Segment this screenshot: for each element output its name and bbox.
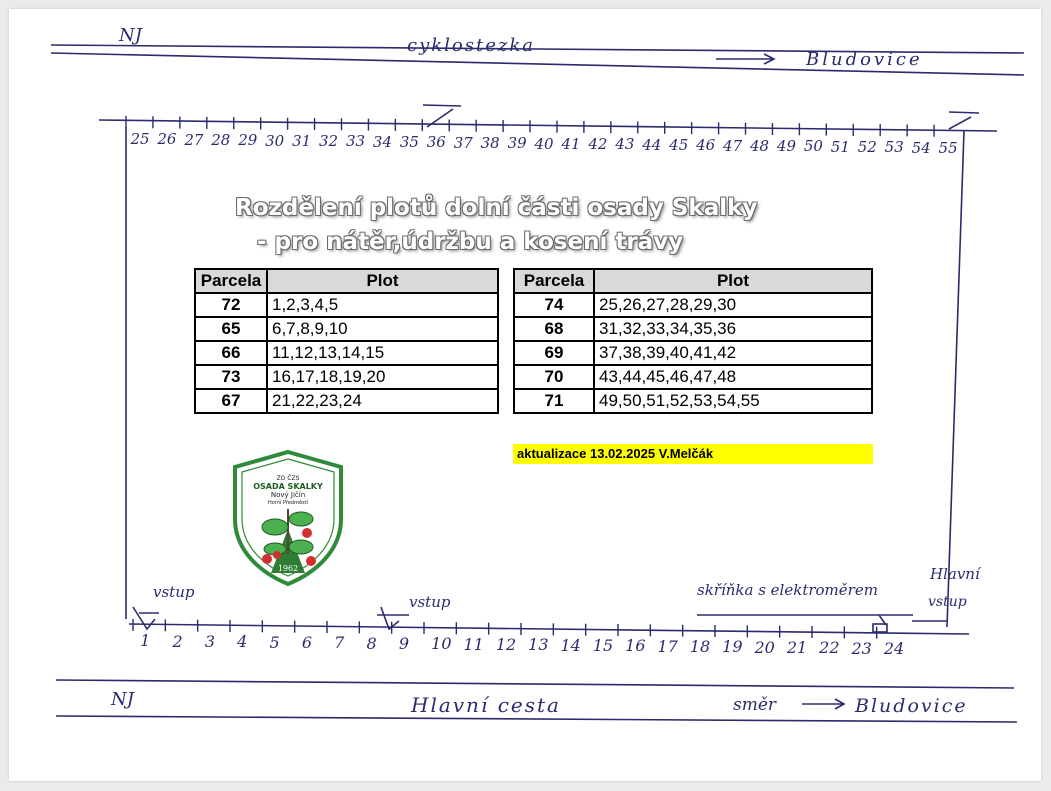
parcela-cell: 66 (195, 341, 267, 365)
fence-number: 29 (238, 131, 258, 150)
document-page (9, 9, 1041, 781)
table-row (195, 365, 498, 389)
header-plot: Plot (594, 269, 872, 293)
plot-cell: 11,12,13,14,15 (267, 341, 498, 365)
fence-number: 6 (301, 632, 313, 652)
fence-number: 3 (204, 631, 216, 651)
fence-number: 39 (507, 134, 527, 153)
plot-cell: 49,50,51,52,53,54,55 (594, 389, 872, 413)
fence-number: 18 (689, 636, 711, 656)
fence-number: 43 (615, 135, 635, 154)
fence-number: 32 (319, 132, 339, 151)
header-parcela: Parcela (195, 269, 267, 293)
logo-leaf (289, 512, 313, 526)
fence-number: 28 (211, 131, 231, 150)
fence-number: 27 (184, 130, 204, 149)
fence-number: 47 (723, 136, 743, 155)
parcel-table-left (194, 268, 499, 414)
gate-diagonal-top-right (949, 117, 971, 129)
vstup-left-label: vstup (153, 583, 195, 601)
parcela-cell: 73 (195, 365, 267, 389)
table-row (195, 293, 498, 317)
logo-berry (262, 554, 272, 564)
top-nj-label: NJ (119, 25, 142, 46)
header-parcela: Parcela (514, 269, 594, 293)
fence-number: 52 (857, 137, 877, 156)
fence-number: 37 (453, 133, 473, 152)
fence-number: 53 (884, 138, 904, 157)
table-row (195, 317, 498, 341)
fence-number: 21 (786, 637, 808, 657)
parcel-table-right (513, 268, 873, 414)
fence-number: 55 (938, 138, 958, 157)
fence-number: 14 (560, 635, 581, 655)
top-street-label: cyklostezka (407, 35, 535, 56)
right-boundary (947, 131, 964, 627)
bottom-street-label: Hlavní cesta (411, 693, 561, 717)
fence-number: 19 (722, 637, 743, 657)
fence-number: 11 (463, 634, 484, 654)
vstup-middle-label: vstup (409, 593, 451, 611)
bottom-direction-word: směr (733, 695, 777, 715)
fence-number: 12 (495, 634, 517, 654)
fence-number: 13 (528, 635, 549, 655)
fence-number: 36 (426, 133, 446, 152)
fence-number: 22 (819, 638, 840, 658)
logo-berry (302, 528, 312, 538)
fence-number: 25 (130, 130, 150, 149)
logo-leaf (262, 519, 288, 535)
top-direction-label: Bludovice (806, 49, 923, 70)
fence-number: 34 (372, 132, 392, 151)
parcela-cell: 68 (514, 317, 594, 341)
fence-number: 31 (292, 131, 312, 150)
plot-cell: 6,7,8,9,10 (267, 317, 498, 341)
fence-number: 51 (830, 137, 850, 156)
bottom-fence-line (129, 624, 969, 634)
table-header-row (195, 269, 498, 293)
parcela-cell: 70 (514, 365, 594, 389)
page-title: Rozdělení plotů dolní části osady Skalky (235, 195, 758, 221)
fence-number: 20 (754, 637, 775, 657)
parcela-cell: 65 (195, 317, 267, 341)
parcela-cell: 74 (514, 293, 594, 317)
logo-berry (306, 556, 316, 566)
fence-number: 49 (776, 137, 796, 156)
gate-mark-top (423, 105, 461, 106)
table-row (514, 293, 872, 317)
parcela-cell: 72 (195, 293, 267, 317)
bottom-direction-label: Bludovice (855, 695, 968, 717)
fence-number: 33 (345, 132, 366, 151)
parcela-cell: 67 (195, 389, 267, 413)
bottom-nj-label: NJ (111, 689, 134, 710)
logo-leaf (289, 540, 313, 554)
logo-line3: Nový Jičín (270, 491, 306, 499)
page-subtitle: - pro nátěr,údržbu a kosení trávy (257, 229, 684, 255)
fence-number: 7 (334, 633, 345, 653)
meter-box (873, 624, 887, 632)
table-row (514, 389, 872, 413)
gate-left (133, 607, 155, 629)
parcela-cell: 71 (514, 389, 594, 413)
fence-number: 5 (269, 632, 280, 652)
fence-number: 46 (696, 136, 716, 155)
plot-cell: 1,2,3,4,5 (267, 293, 498, 317)
table-row (514, 341, 872, 365)
fence-number: 42 (588, 135, 608, 154)
bottom-street-line-1 (56, 680, 1014, 688)
fence-number: 2 (172, 631, 183, 651)
fence-number: 48 (749, 136, 770, 155)
fence-number: 8 (366, 633, 377, 653)
fence-number: 9 (398, 633, 410, 653)
fence-number: 16 (625, 636, 646, 656)
fence-number: 15 (592, 635, 614, 655)
plot-cell: 21,22,23,24 (267, 389, 498, 413)
table-row (195, 389, 498, 413)
table-header-row (514, 269, 872, 293)
meter-box-label: skříňka s elektroměrem (697, 581, 878, 599)
gate-mark-top-right (949, 112, 979, 113)
fence-number: 41 (561, 134, 581, 153)
plot-cell: 31,32,33,34,35,36 (594, 317, 872, 341)
fence-number: 26 (157, 130, 177, 149)
logo-line1: ZO ČZS (276, 475, 300, 482)
logo-berry (273, 551, 281, 559)
fence-number: 45 (669, 135, 689, 154)
fence-number: 24 (883, 638, 905, 658)
fence-number: 30 (265, 131, 285, 150)
logo-line2: OSADA SKALKY (253, 482, 323, 491)
fence-number: 10 (431, 634, 452, 654)
fence-number: 38 (480, 133, 500, 152)
vstup-right-label: vstup (928, 594, 967, 610)
logo-year: 1962 (277, 564, 299, 573)
plot-cell: 25,26,27,28,29,30 (594, 293, 872, 317)
parcela-cell: 69 (514, 341, 594, 365)
plot-cell: 43,44,45,46,47,48 (594, 365, 872, 389)
header-plot: Plot (267, 269, 498, 293)
plot-cell: 37,38,39,40,41,42 (594, 341, 872, 365)
fence-number: 4 (237, 632, 248, 652)
hlavni-label: Hlavní (930, 565, 980, 583)
fence-number: 54 (911, 138, 931, 157)
fence-number: 50 (803, 137, 823, 156)
fence-number: 1 (140, 631, 151, 651)
fence-number: 23 (851, 638, 872, 658)
fence-number: 44 (642, 135, 662, 154)
logo-line4: Horní Předměstí (268, 500, 308, 506)
gate-middle (381, 607, 399, 629)
fence-number: 35 (399, 133, 419, 152)
plot-cell: 16,17,18,19,20 (267, 365, 498, 389)
table-row (514, 317, 872, 341)
table-row (195, 341, 498, 365)
fence-number: 40 (534, 134, 554, 153)
update-note: aktualizace 13.02.2025 V.Melčák (513, 444, 873, 464)
club-logo (231, 449, 345, 587)
fence-number: 17 (657, 636, 678, 656)
table-row (514, 365, 872, 389)
